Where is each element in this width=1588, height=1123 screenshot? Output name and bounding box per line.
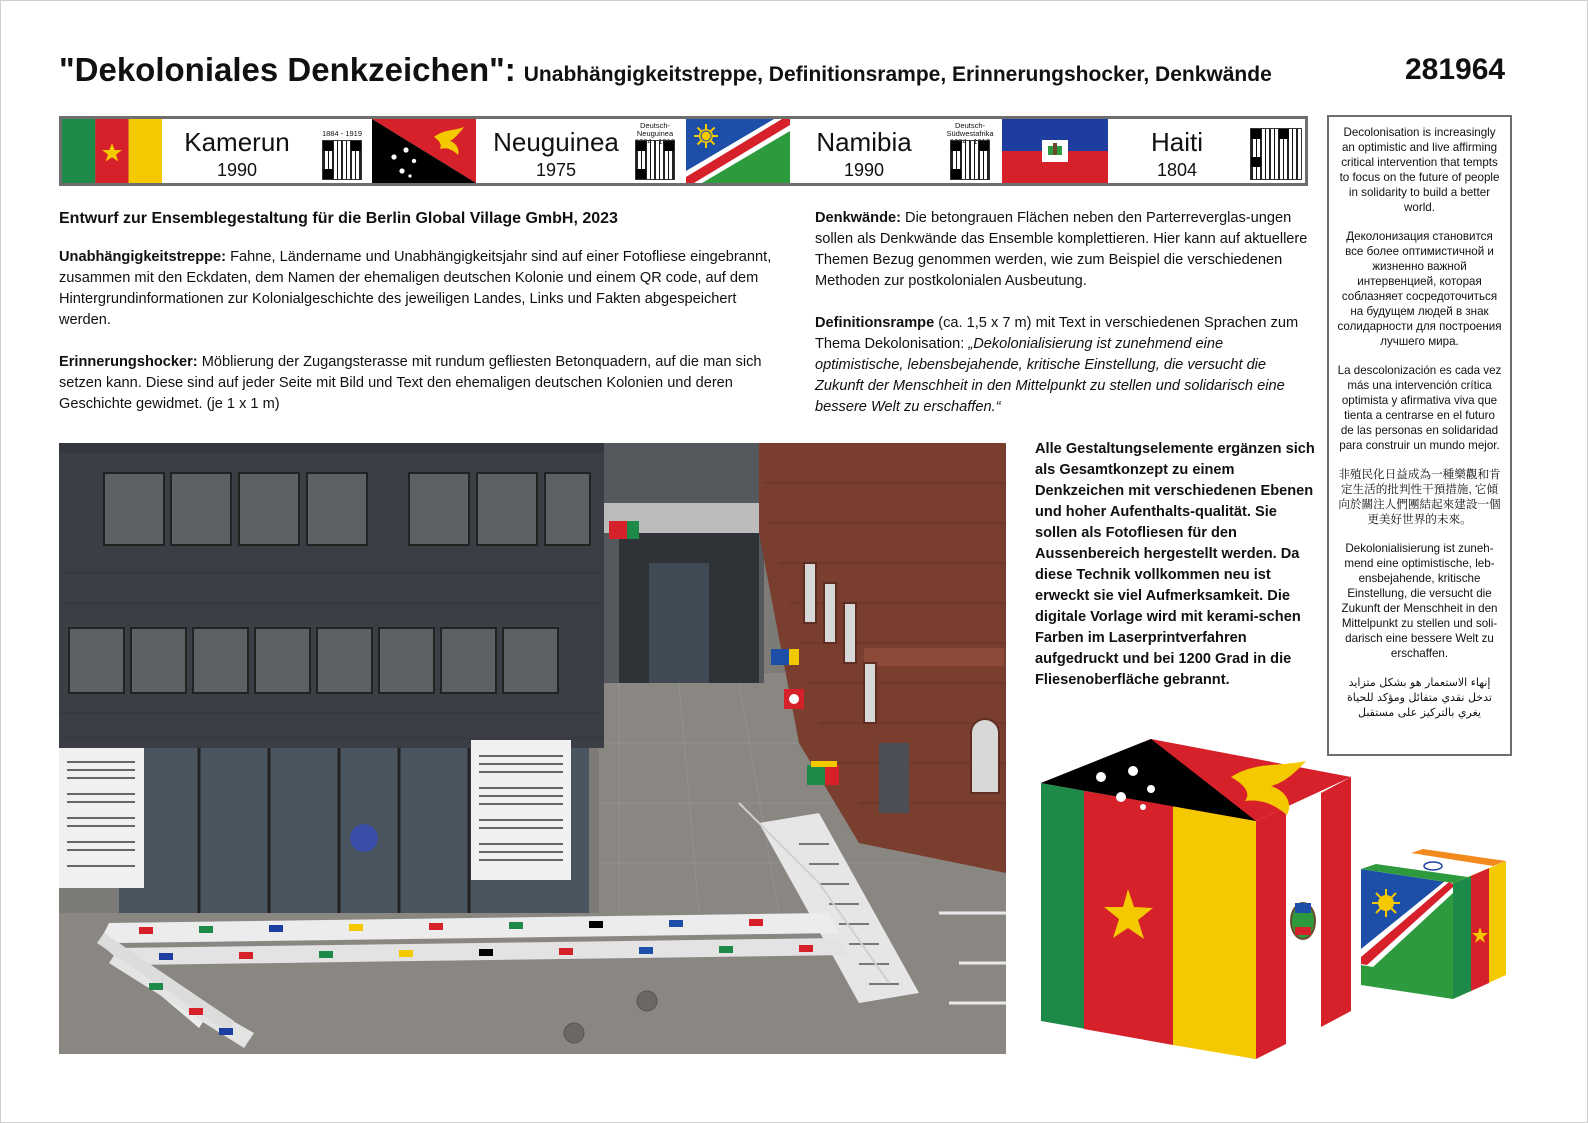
independence-year: 1975: [535, 160, 577, 180]
building-visualization-image: [59, 443, 1006, 1054]
namibia-flag: [686, 119, 790, 183]
qr-code-icon: [636, 141, 674, 179]
text-english: Decolonisation is increasingly an optimistic and live affirming critical intervention that tempts to focus on the future of people in solidarity to build a better world.: [1339, 126, 1500, 214]
tile-strip: [59, 116, 1308, 186]
qr-code-icon: [323, 141, 361, 179]
independence-year: 1804: [1156, 160, 1198, 180]
text-spanish: La descolonización es cada vez más una intervención crítica optimista y afirmativa viva que tienta a centrarse en el futuro de las personas en solidaridad para construir un mundo mejor.: [1337, 364, 1502, 452]
text-chinese: 非殖民化日益成為一種樂觀和肯定生活的批判性干預措施, 它傾向於關注人們團結起來建設一個更美好世界的未來。: [1338, 468, 1501, 526]
text-russian: Деколонизация становится все более оптимистичной и жизненно важной интервенцией, которая соблазняет сосредоточиться на будущем людей в знак солидарности для построения лучшего мира.: [1337, 230, 1502, 348]
qr-tile-kamerun: 1884 - 1919: [312, 119, 372, 183]
seating-cubes-illustration: [1031, 731, 1551, 1061]
section-heading: Entwurf zur Ensemblegestaltung für die Berlin Global Village GmbH, 2023: [59, 210, 618, 227]
page-title: [59, 51, 1359, 89]
description-right: [815, 208, 1310, 439]
qr-code-icon: [1251, 129, 1301, 179]
qr-tile-haiti: [1246, 119, 1306, 183]
paragraph-denkwaende: Denkwände: Die betongrauen Flächen neben den Parterreverglas-ungen sollen als Denkwände das Ensemble komplettieren. Hier kann auf aktuellere Themen Bezug genommen werden, wie zum Beispiel die verschiedenen Methoden zur postkolonialen Ausbeutung.: [815, 210, 1308, 289]
tile-country-namibia: [790, 119, 938, 183]
paragraph-definitionsrampe: Definitionsrampe (ca. 1,5 x 7 m) mit Text in verschiedenen Sprachen zum Thema Dekolonisation: „Dekolonialisierung ist zunehmend eine optimistische, lebensbejahende, kritische Einstellung, die versucht die Zukunft der Menschheit in den Mittelpunkt zu stellen und solidarisch eine bessere Welt zu erschaffen.“: [815, 315, 1299, 415]
country-name: Namibia: [816, 127, 912, 157]
papua-new-guinea-flag: [372, 119, 476, 183]
haiti-flag: [1002, 119, 1108, 183]
independence-year: 1990: [216, 160, 258, 180]
country-name: Neuguinea: [493, 127, 619, 157]
tile-country-kamerun: [162, 119, 312, 183]
independence-year: 1990: [843, 160, 885, 180]
title-subtitle: Unabhängigkeitstreppe, Definitionsrampe, Erinnerungshocker, Denkwände: [523, 63, 1272, 86]
tile-country-haiti: [1108, 119, 1246, 183]
text-arabic: إنهاء الاستعمار هو بشكل متزايد تدخل نقدي متفائل ومؤكد للحياة يغري بالتركيز على مستقبل: [1347, 676, 1492, 719]
qr-tile-namibia: Deutsch-Südwestafrika 1884 - 1919: [938, 119, 1002, 183]
title-main: "Dekoloniales Denkzeichen":: [59, 51, 516, 88]
paragraph-erinnerungshocker: Erinnerungshocker: Möblierung der Zugangsterasse mit rundum gefliesten Betonquadern, auf die man sich setzen kann. Diese sind auf jeder Seite mit Bild und Text den ehemaligen deutschen Kolonien und deren Geschichte gewidmet. (je 1 x 1 m): [59, 354, 762, 412]
description-left: [59, 208, 779, 436]
summary-text: Alle Gestaltungselemente ergänzen sich als Gesamtkonzept zu einem Denkzeichen mit verschiedenen Ebenen und hoher Aufenthalts-qualität. Sie sollen als Fotofliesen für den Aussenbereich hergestellt werden. Da diese Technik vollkommen neu ist erweckt sie viel Aufmerksamkeit. Die digitale Vorlage wird mit kerami-schen Farben im Laserprintverfahren aufgedruckt und bei 1200 Grad in die Fliesenoberfläche gebrannt.: [1035, 441, 1315, 688]
qr-code-icon: [951, 141, 989, 179]
tile-country-neuguinea: [476, 119, 636, 183]
multilingual-sidebar: [1327, 115, 1512, 756]
paragraph-unabhaengigkeitstreppe: Unabhängigkeitstreppe: Fahne, Ländername und Unabhängigkeitsjahr sind auf einer Fotofliese eingebrannt, zusammen mit den Eckdaten, dem Namen der ehemaligen deutschen Kolonie und einem QR code, auf dem Hintergrundinformationen zur Kolonialgeschichte des jeweiligen Landes, Links und Fakten abgespeichert werden.: [59, 249, 772, 328]
entry-number: 281964: [1405, 53, 1506, 86]
country-name: Haiti: [1150, 127, 1203, 157]
cameroon-flag: [62, 119, 162, 183]
text-german: Dekolonialisierung ist zuneh-mend eine optimistische, leb-ensbejahende, kritische Einstellung, die versucht die Zukunft der Menschheit in den Mittelpunkt zu stellen und soli-darisch eine bessere Welt zu erschaffen.: [1341, 542, 1498, 660]
country-name: Kamerun: [184, 127, 290, 157]
qr-tile-neuguinea: Deutsch-Neuguinea 1884 - 1919: [624, 119, 686, 183]
